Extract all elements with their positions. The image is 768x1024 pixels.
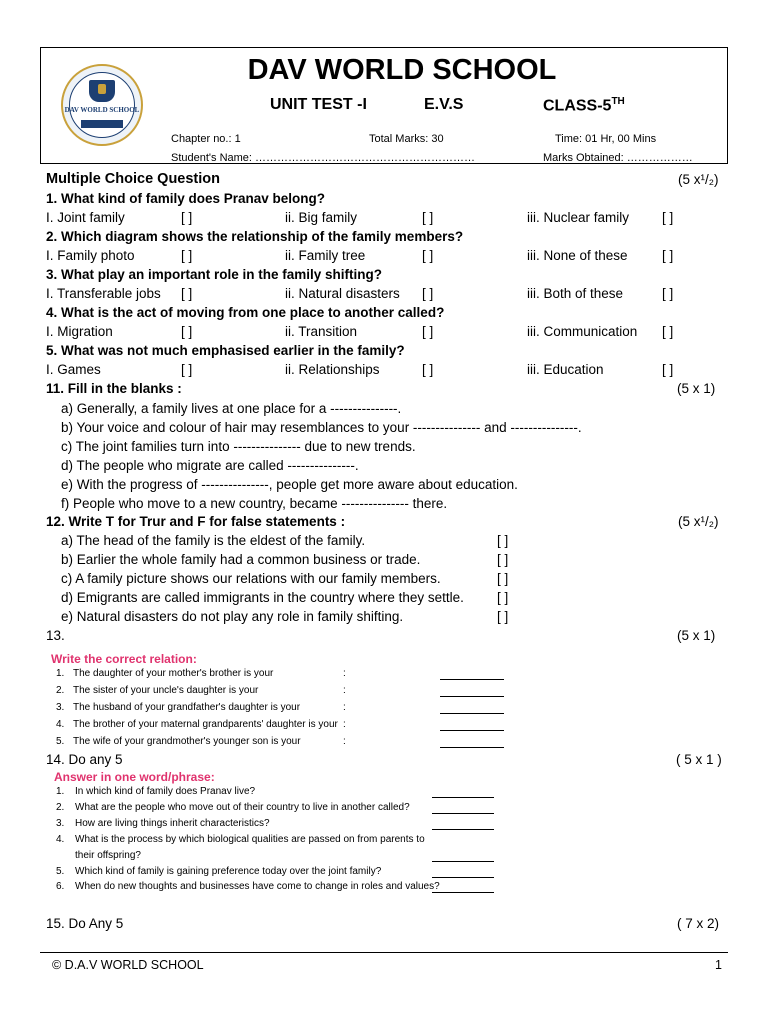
class-label: CLASS-5TH xyxy=(543,96,625,115)
mcq-option: I. Migration xyxy=(46,324,113,339)
question-number: 4. xyxy=(56,834,65,845)
answer-box[interactable]: [ ] xyxy=(497,533,509,548)
mcq-option: iii. Communication xyxy=(527,324,638,339)
fill-item: e) With the progress of ---------------, people get more aware about education. xyxy=(61,477,518,492)
answer-line[interactable] xyxy=(432,892,494,893)
answer-box[interactable]: [ ] xyxy=(181,286,193,301)
relation-colon: : xyxy=(343,702,346,713)
relation-question: The husband of your grandfather's daughter is your xyxy=(73,702,301,713)
answer-box[interactable]: [ ] xyxy=(497,571,509,586)
mcq-option: I. Joint family xyxy=(46,210,125,225)
footer-divider xyxy=(40,952,728,953)
mcq-option: ii. Family tree xyxy=(285,248,366,263)
answer-line[interactable] xyxy=(440,747,504,748)
one-word-question: What is the process by which biological qualities are passed on from parents to xyxy=(75,834,425,845)
mcq-option: iii. Education xyxy=(527,362,604,377)
q14-heading: Answer in one word/phrase: xyxy=(54,770,215,784)
total-marks: Total Marks: 30 xyxy=(369,133,444,145)
relation-question: The brother of your maternal grandparents' daughter is your xyxy=(73,719,338,730)
relation-number: 2. xyxy=(56,685,65,696)
answer-line[interactable] xyxy=(432,829,494,830)
relation-colon: : xyxy=(343,685,346,696)
relation-question: The wife of your grandmother's younger son is your xyxy=(73,736,301,747)
subject: E.V.S xyxy=(424,96,464,113)
one-word-question: their offspring? xyxy=(75,850,141,861)
answer-box[interactable]: [ ] xyxy=(422,362,434,377)
answer-box[interactable]: [ ] xyxy=(662,248,674,263)
mcq-question: 1. What kind of family does Pranav belong? xyxy=(46,191,326,206)
tf-item: c) A family picture shows our relations with our family members. xyxy=(61,571,441,586)
tf-item: d) Emigrants are called immigrants in the country where they settle. xyxy=(61,590,464,605)
answer-line[interactable] xyxy=(432,797,494,798)
one-word-question: How are living things inherit characteristics? xyxy=(75,818,270,829)
relation-number: 4. xyxy=(56,719,65,730)
mcq-option: iii. Both of these xyxy=(527,286,624,301)
q15-number: 15. Do Any 5 xyxy=(46,916,124,931)
mcq-option: I. Games xyxy=(46,362,101,377)
chapter-no: Chapter no.: 1 xyxy=(171,133,241,145)
answer-box[interactable]: [ ] xyxy=(422,286,434,301)
mcq-question: 3. What play an important role in the family shifting? xyxy=(46,267,383,282)
q13-number: 13. xyxy=(46,628,65,643)
time-allowed: Time: 01 Hr, 00 Mins xyxy=(555,133,657,145)
mcq-option: iii. Nuclear family xyxy=(527,210,630,225)
answer-line[interactable] xyxy=(440,679,504,680)
relation-question: The sister of your uncle's daughter is your xyxy=(73,685,259,696)
q13-marks: (5 x 1) xyxy=(677,628,716,643)
relation-number: 5. xyxy=(56,736,65,747)
mcq-title: Multiple Choice Question xyxy=(46,171,221,187)
test-name: UNIT TEST -I xyxy=(270,96,367,113)
one-word-question: What are the people who move out of their country to live in another called? xyxy=(75,802,410,813)
answer-box[interactable]: [ ] xyxy=(662,210,674,225)
tf-item: b) Earlier the whole family had a common business or trade. xyxy=(61,552,421,567)
relation-colon: : xyxy=(343,668,346,679)
answer-box[interactable]: [ ] xyxy=(422,210,434,225)
one-word-question: Which kind of family is gaining preference today over the joint family? xyxy=(75,866,382,877)
fill-item: d) The people who migrate are called ---------------. xyxy=(61,458,359,473)
tf-item: e) Natural disasters do not play any role in family shifting. xyxy=(61,609,404,624)
answer-line[interactable] xyxy=(432,877,494,878)
relation-question: The daughter of your mother's brother is your xyxy=(73,668,274,679)
mcq-option: ii. Transition xyxy=(285,324,358,339)
answer-line[interactable] xyxy=(440,696,504,697)
answer-box[interactable]: [ ] xyxy=(662,362,674,377)
answer-box[interactable]: [ ] xyxy=(422,248,434,263)
answer-box[interactable]: [ ] xyxy=(497,590,509,605)
question-number: 3. xyxy=(56,818,65,829)
relation-number: 1. xyxy=(56,668,65,679)
q13-heading: Write the correct relation: xyxy=(51,652,197,666)
mcq-option: iii. None of these xyxy=(527,248,628,263)
answer-box[interactable]: [ ] xyxy=(497,609,509,624)
mcq-option: I. Family photo xyxy=(46,248,135,263)
mcq-option: ii. Big family xyxy=(285,210,358,225)
question-number: 2. xyxy=(56,802,65,813)
fill-item: a) Generally, a family lives at one place for a ---------------. xyxy=(61,401,402,416)
fill-item: f) People who move to a new country, became --------------- there. xyxy=(61,496,448,511)
q14-number: 14. Do any 5 xyxy=(46,752,123,767)
answer-line[interactable] xyxy=(432,861,494,862)
fill-marks: (5 x 1) xyxy=(677,381,716,396)
answer-line[interactable] xyxy=(440,730,504,731)
school-name: DAV WORLD SCHOOL xyxy=(247,54,557,86)
marks-obtained: Marks Obtained: ……………… xyxy=(543,152,693,164)
footer-copyright: © D.A.V WORLD SCHOOL xyxy=(52,958,204,972)
mcq-option: ii. Relationships xyxy=(285,362,380,377)
mcq-question: 5. What was not much emphasised earlier in the family? xyxy=(46,343,405,358)
tf-item: a) The head of the family is the eldest of the family. xyxy=(61,533,366,548)
mcq-question: 4. What is the act of moving from one place to another called? xyxy=(46,305,445,320)
one-word-question: When do new thoughts and businesses have come to change in roles and values? xyxy=(75,881,440,892)
relation-colon: : xyxy=(343,719,346,730)
relation-number: 3. xyxy=(56,702,65,713)
answer-box[interactable]: [ ] xyxy=(662,286,674,301)
question-number: 5. xyxy=(56,866,65,877)
one-word-question: In which kind of family does Pranav live? xyxy=(75,786,256,797)
answer-box[interactable]: [ ] xyxy=(422,324,434,339)
tf-marks: (5 x¹/₂) xyxy=(678,514,719,529)
mcq-marks: (5 x¹/₂) xyxy=(678,172,719,187)
footer-page-number: 1 xyxy=(715,958,722,972)
relation-colon: : xyxy=(343,736,346,747)
logo-text: DAV WORLD SCHOOL xyxy=(64,106,140,114)
question-number: 1. xyxy=(56,786,65,797)
answer-box[interactable]: [ ] xyxy=(181,210,193,225)
mcq-option: ii. Natural disasters xyxy=(285,286,400,301)
answer-box[interactable]: [ ] xyxy=(181,362,193,377)
q14-marks: ( 5 x 1 ) xyxy=(676,752,722,767)
fill-title: 11. Fill in the blanks : xyxy=(46,381,182,396)
answer-box[interactable]: [ ] xyxy=(181,324,193,339)
mcq-question: 2. Which diagram shows the relationship of the family members? xyxy=(46,229,464,244)
answer-box[interactable]: [ ] xyxy=(662,324,674,339)
answer-box[interactable]: [ ] xyxy=(181,248,193,263)
mcq-option: I. Transferable jobs xyxy=(46,286,161,301)
tf-title: 12. Write T for Trur and F for false statements : xyxy=(46,514,346,529)
answer-box[interactable]: [ ] xyxy=(497,552,509,567)
q15-marks: ( 7 x 2) xyxy=(677,916,720,931)
answer-line[interactable] xyxy=(432,813,494,814)
answer-line[interactable] xyxy=(440,713,504,714)
fill-item: b) Your voice and colour of hair may resemblances to your --------------- and ---------------. xyxy=(61,420,582,435)
student-name: Student's Name: …………………………………………………… xyxy=(171,152,476,164)
header-box xyxy=(40,47,728,164)
question-number: 6. xyxy=(56,881,65,892)
fill-item: c) The joint families turn into --------------- due to new trends. xyxy=(61,439,416,454)
